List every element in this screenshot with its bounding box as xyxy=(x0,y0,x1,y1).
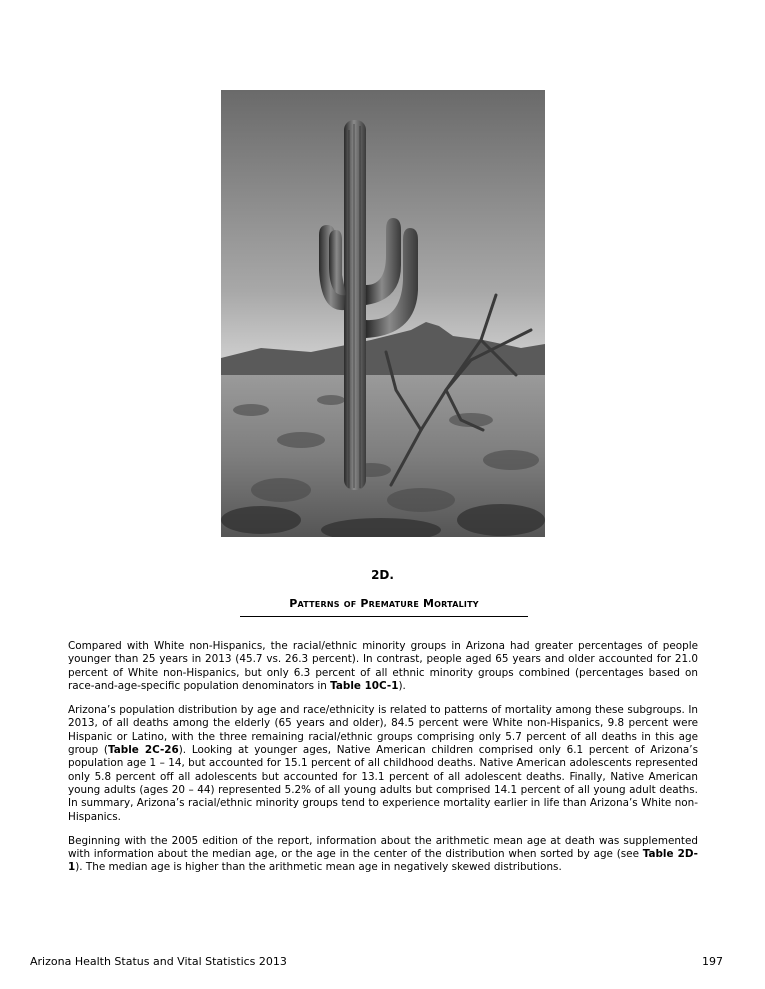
paragraph-3-text-a: Beginning with the 2005 edition of the report, information about the arithmetic mean age at death was supplemented with information about the median age, or the age in the center of the distribution when sorted by age (see xyxy=(68,834,698,861)
title-underline xyxy=(240,616,528,617)
section-number: 2D. xyxy=(371,568,394,582)
section-title: Patterns of Premature Mortality xyxy=(289,597,479,610)
page-number: 197 xyxy=(702,955,723,968)
paragraph-1-text-a: Compared with White non-Hispanics, the racial/ethnic minority groups in Arizona had greater percentages of people younger than 25 years in 2013 (45.7 vs. 26.3 percent). In contrast, people aged 65 years and older accounted for 21.0 percent of White non-Hispanics, but only 6.3 percent of all ethnic minority groups combined (percentages based on race-and-age-specific population denominators in xyxy=(68,640,698,692)
paragraph-2-text-a: Arizona’s population distribution by age and race/ethnicity is related to patterns of mortality among these subgroups. In 2013, of all deaths among the elderly (65 years and older), 84.5 percent were White non-Hispanics, 9.8 percent were Hispanic or Latino, with the three remaining racial/ethnic groups comprising only 5.7 percent of all deaths in this age group ( xyxy=(68,704,698,757)
saguaro-photo xyxy=(221,90,545,537)
paragraph-3-text-b: ). The median age is higher than the arithmetic mean age in negatively skewed distributions. xyxy=(75,861,562,874)
paragraph-2 xyxy=(68,704,698,824)
footer-publication-title: Arizona Health Status and Vital Statistics 2013 xyxy=(30,955,287,968)
paragraph-3 xyxy=(68,835,698,875)
paragraph-1-text-b: ). xyxy=(398,679,406,692)
paragraph-1 xyxy=(68,640,698,693)
paragraph-2-text-b: ). Looking at younger ages, Native American children comprised only 6.1 percent of Arizona’s population age 1 – 14, but accounted for 15.1 percent of all childhood deaths. Native American adolescents represented only 5.8 percent off all adolescents but accounted for 13.1 percent of all adolescent deaths. Finally, Native American young adults (ages 20 – 44) represented 5.2% of all young adults but comprised 14.1 percent of all young adult deaths. In summary, Arizona’s racial/ethnic minority groups tend to experience mortality earlier in life than Arizona’s White non-Hispanics. xyxy=(68,744,698,823)
body-text xyxy=(68,640,698,886)
table-reference: Table 2D-1 xyxy=(68,848,698,874)
table-reference: Table 10C-1 xyxy=(330,679,399,692)
table-reference: Table 2C-26 xyxy=(108,744,179,757)
